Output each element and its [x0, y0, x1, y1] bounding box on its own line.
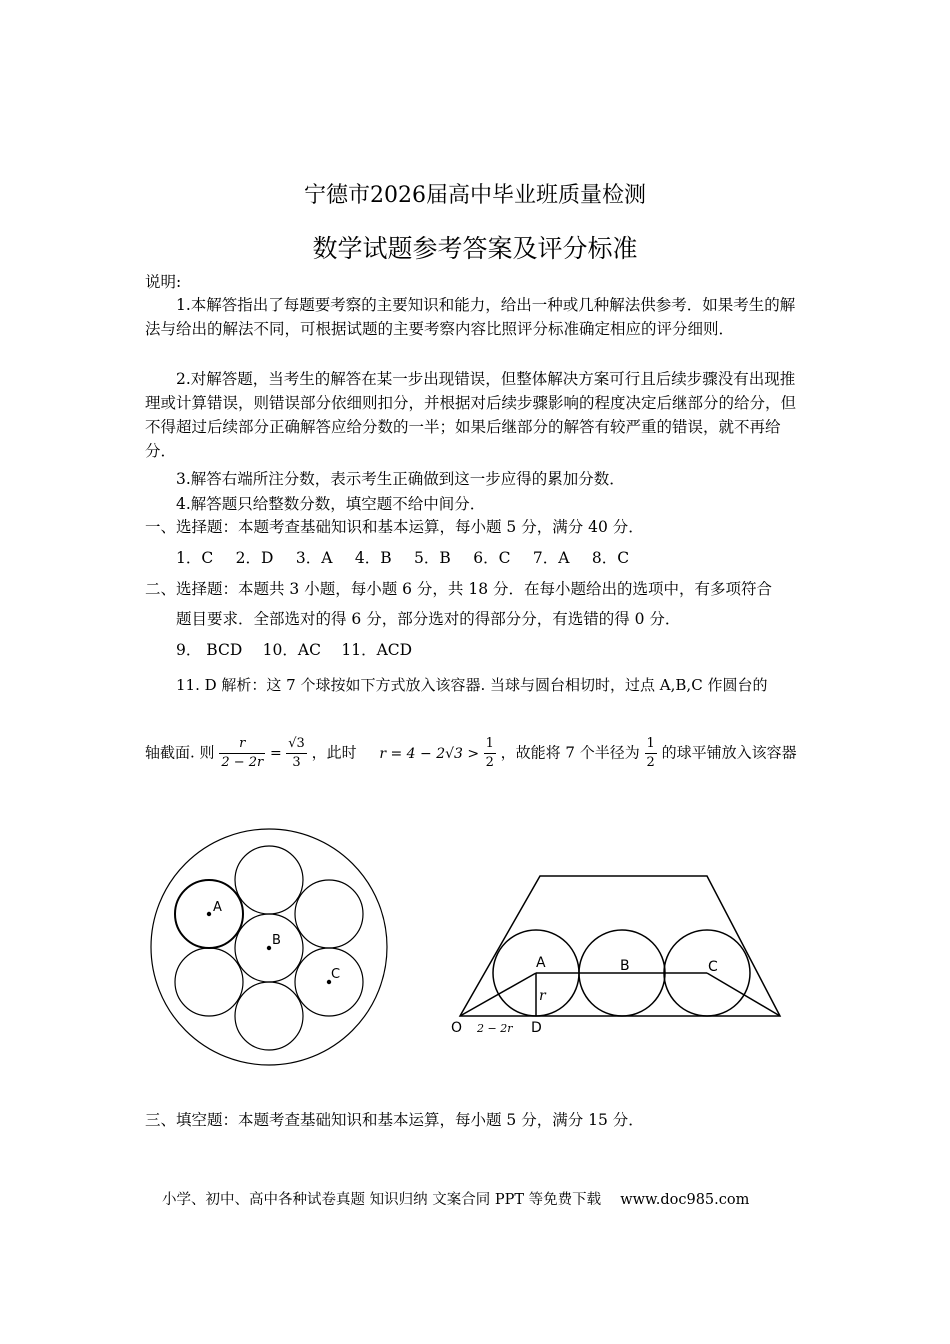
notes-heading: 说明: — [145, 273, 182, 291]
section1-header: 一、选择题：本题考查基础知识和基本运算，每小题 5 分，满分 40 分． — [145, 518, 644, 536]
fraction-one-half-2 — [645, 735, 657, 772]
label-d: D — [531, 1020, 542, 1036]
q11-explain-line2 — [145, 735, 797, 772]
note-1: 1.本解答指出了每题要考察的主要知识和能力，给出一种或几种解法供参考．如果考生的解法与给出的解法不同，可根据试题的主要考察内容比照评分标准确定相应的评分细则． — [145, 296, 796, 338]
frustum-cross-section-figure — [445, 870, 790, 1040]
section2-answers: 9． BCD 10．AC 11．ACD — [176, 641, 413, 659]
text-part1: 轴截面. 则 — [145, 743, 215, 762]
center-point-a — [207, 912, 211, 916]
fraction-denominator: 2 — [646, 755, 655, 770]
sphere-upper-right — [295, 880, 363, 948]
sphere-top — [235, 846, 303, 914]
r-expression: r = 4 − 2√3 > — [379, 745, 484, 762]
fraction-denominator: 3 — [292, 755, 301, 770]
page-footer: 小学、初中、高中各种试卷真题 知识归纳 文案合同 PPT 等免费下载 www.doc985.com — [162, 1192, 750, 1208]
line-oa — [460, 973, 536, 1016]
q11-explain-line1: 11. D 解析：这 7 个球按如下方式放入该容器. 当球与圆台相切时，过点 A,B,C 作圆台的 — [176, 676, 768, 694]
note-4: 4.解答题只给整数分数，填空题不给中间分． — [176, 495, 486, 513]
equals-sign: = — [270, 745, 287, 762]
section3-header: 三、填空题：本题考查基础知识和基本运算，每小题 5 分，满分 15 分． — [145, 1111, 644, 1129]
label-c: C — [331, 967, 341, 982]
sphere-bottom — [235, 982, 303, 1050]
section2-header-line1: 二、选择题：本题共 3 小题，每小题 6 分，共 18 分．在每小题给出的选项中，有多项符合 — [145, 580, 773, 598]
label-o: O — [451, 1020, 463, 1036]
fraction-denominator: 2 − 2r — [221, 755, 264, 770]
text-part3: ，故能将 7 个半径为 — [500, 743, 640, 762]
fraction-numerator: 1 — [484, 735, 496, 754]
sphere-lower-left — [175, 948, 243, 1016]
fraction-numerator: r — [219, 735, 265, 754]
label-b: B — [620, 958, 630, 974]
note-3: 3.解答右端所注分数，表示考生正确做到这一步应得的累加分数． — [176, 470, 625, 488]
fraction-numerator: 1 — [645, 735, 657, 754]
section2-header-line2: 题目要求．全部选对的得 6 分，部分选对的得部分分，有选错的得 0 分． — [176, 610, 681, 628]
label-a: A — [536, 955, 546, 971]
spheres-top-view-figure — [145, 825, 395, 1070]
fraction-r-over — [219, 735, 265, 772]
center-point-b — [267, 946, 271, 950]
document-subtitle: 数学试题参考答案及评分标准 — [312, 234, 638, 263]
label-length: 2 − 2r — [477, 1022, 513, 1035]
fraction-numerator: √3 — [286, 735, 307, 754]
text-part2: ，此时 — [311, 743, 357, 762]
section1-answers: 1．C 2．D 3．A 4．B 5．B 6．C 7．A 8．C — [176, 549, 630, 567]
fraction-denominator: 2 — [485, 755, 494, 770]
label-a: A — [213, 900, 222, 915]
frustum-outline — [460, 876, 780, 1016]
document-title: 宁德市2026届高中毕业班质量检测 — [304, 183, 646, 208]
fraction-sqrt3-over-3 — [286, 735, 307, 772]
label-c: C — [708, 959, 718, 975]
text-part4: 的球平铺放入该容器 — [661, 743, 797, 762]
label-b: B — [272, 933, 281, 948]
note-2: 2.对解答题，当考生的解答在某一步出现错误，但整体解决方案可行且后续步骤没有出现推理或计算错误，则错误部分依细则扣分，并根据对后续步骤影响的程度决定后继部分的给分，但不得超过后续部分正确解答应给分数的一半；如果后继部分的解答有较严重的错误，就不再给分． — [145, 370, 797, 460]
label-r: r — [539, 988, 546, 1004]
fraction-one-half — [484, 735, 496, 772]
